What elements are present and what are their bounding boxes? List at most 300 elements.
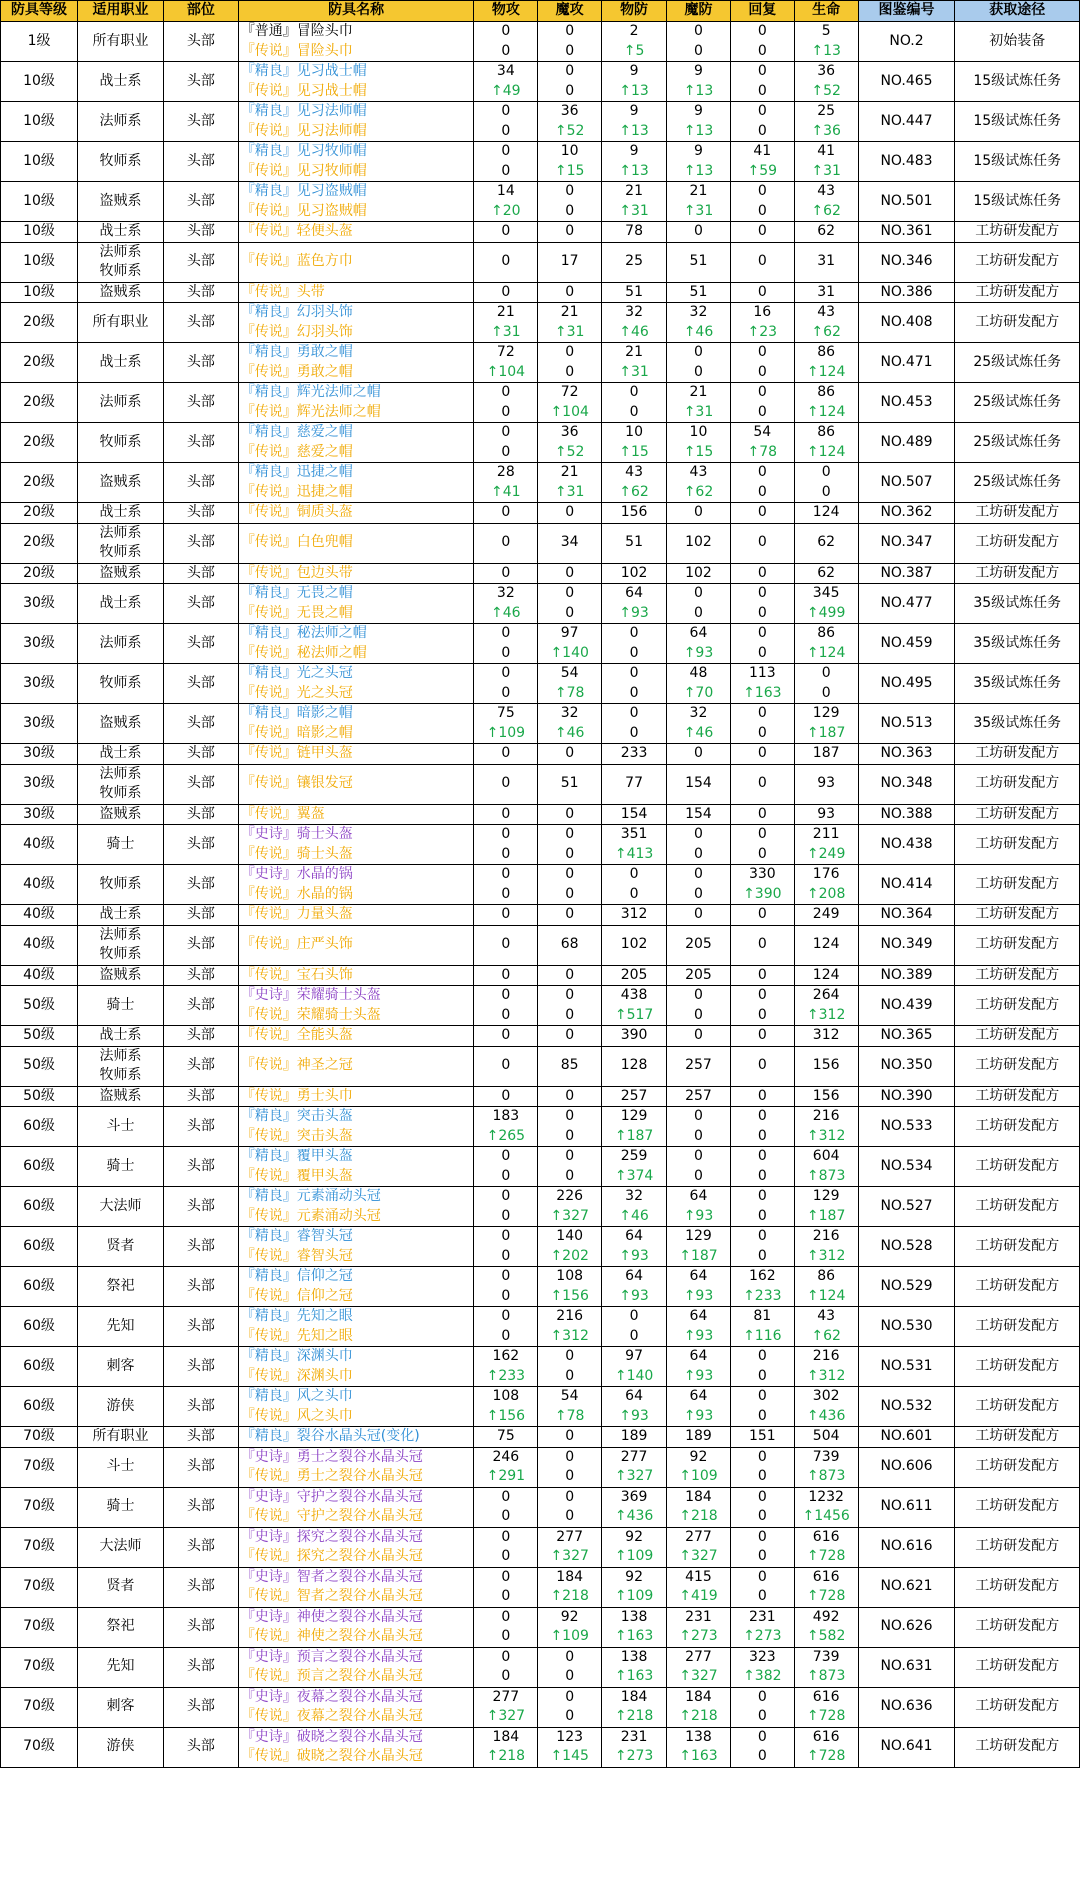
stat-value: ↑187 <box>806 724 846 741</box>
stat-value: ↑208 <box>806 885 846 902</box>
stat-value: 0 <box>694 826 703 842</box>
cell-regen <box>730 825 794 865</box>
stat-value: 0 <box>565 183 575 199</box>
job-line: 所有职业 <box>92 1428 149 1444</box>
stat-value: 10 <box>625 424 643 440</box>
stat-value: ↑124 <box>806 644 846 661</box>
stat-value: 0 <box>501 162 511 179</box>
stat-value: 0 <box>694 866 703 882</box>
stat-value: 0 <box>757 775 767 792</box>
cell-patk <box>474 62 538 102</box>
stat-value: 64 <box>689 1268 708 1284</box>
stat-value: ↑419 <box>679 1588 718 1604</box>
cell-level: 20级 <box>1 503 78 524</box>
stat-value: 0 <box>757 1748 767 1764</box>
stat-value: ↑163 <box>614 1668 654 1684</box>
stat-value: ↑728 <box>806 1548 846 1564</box>
stat-value: 92 <box>560 1608 579 1625</box>
cell-patk <box>474 664 538 704</box>
cell-pdef <box>602 1046 667 1086</box>
cell-source: 35级试炼任务 <box>955 624 1080 664</box>
cell-regen <box>730 1607 794 1647</box>
stat-value: 390 <box>620 1027 648 1043</box>
item-name-leg: 『传说』勇士头巾 <box>240 1087 353 1104</box>
cell-job <box>78 1647 164 1687</box>
stat-value: 184 <box>685 1688 712 1705</box>
stat-value: 176 <box>812 866 840 882</box>
cell-job <box>78 1267 164 1307</box>
stat-value: 0 <box>757 724 767 741</box>
stat-value: 216 <box>812 1228 840 1244</box>
stat-value: ↑163 <box>614 1628 654 1644</box>
stat-value: ↑62 <box>683 483 714 500</box>
stat-value: ↑187 <box>679 1247 718 1264</box>
header-hp: 生命 <box>794 1 858 22</box>
cell-codex-no: NO.349 <box>858 925 955 965</box>
cell-hp <box>794 1227 858 1267</box>
stat-value: ↑140 <box>614 1367 654 1384</box>
stat-value: ↑93 <box>619 1247 649 1264</box>
stat-value: 0 <box>501 1268 511 1284</box>
stat-value: 43 <box>625 464 643 480</box>
stat-value: 0 <box>565 1006 575 1023</box>
stat-value: 0 <box>501 805 511 822</box>
stat-value: 0 <box>565 1027 575 1043</box>
item-name-leg: 『传说』勇士之裂谷水晶头冠 <box>240 1468 423 1484</box>
cell-mdef <box>667 1727 731 1767</box>
stat-value: ↑31 <box>554 483 585 500</box>
stat-value: 345 <box>812 585 840 601</box>
stat-value: 36 <box>817 63 836 79</box>
stat-value: 162 <box>748 1268 776 1284</box>
stat-value: 0 <box>757 1348 767 1364</box>
stat-value: 189 <box>620 1428 648 1444</box>
cell-matk <box>538 282 602 303</box>
cell-source: 工坊研发配方 <box>955 1607 1080 1647</box>
cell-item-name <box>238 664 474 704</box>
cell-job <box>78 1687 164 1727</box>
job-line: 盗贼系 <box>99 1087 142 1104</box>
item-name-good: 『精良』信仰之冠 <box>240 1268 353 1284</box>
cell-mdef <box>667 1187 731 1227</box>
cell-job <box>78 905 164 926</box>
cell-hp <box>794 704 858 744</box>
stat-value: 0 <box>757 1247 767 1264</box>
cell-source: 工坊研发配方 <box>955 1727 1080 1767</box>
stat-value: ↑93 <box>619 604 649 621</box>
stat-value: 0 <box>501 103 511 119</box>
stat-value: 21 <box>560 464 579 480</box>
stat-value: 0 <box>565 1348 575 1364</box>
item-name-leg: 『传说』慈爱之帽 <box>240 443 353 460</box>
stat-value: 86 <box>817 344 836 360</box>
job-line: 骑士 <box>106 1157 135 1174</box>
cell-patk <box>474 986 538 1026</box>
cell-slot: 头部 <box>163 242 238 282</box>
stat-value: ↑46 <box>619 323 649 340</box>
stat-value: 0 <box>629 866 639 882</box>
cell-source: 工坊研发配方 <box>955 523 1080 563</box>
job-line: 贤者 <box>106 1237 135 1254</box>
cell-job <box>78 804 164 825</box>
stat-value: 0 <box>694 504 703 520</box>
item-name-leg: 『传说』神使之裂谷水晶头冠 <box>240 1628 423 1644</box>
cell-level: 60级 <box>1 1147 78 1187</box>
cell-job <box>78 242 164 282</box>
cell-source: 25级试炼任务 <box>955 383 1080 423</box>
stat-value: 0 <box>821 464 831 480</box>
cell-item-name <box>238 1487 474 1527</box>
stat-value: ↑93 <box>683 644 714 661</box>
stat-value: 0 <box>757 564 767 581</box>
cell-job <box>78 1147 164 1187</box>
cell-job <box>78 1347 164 1387</box>
cell-level: 30级 <box>1 664 78 704</box>
cell-slot: 头部 <box>163 222 238 243</box>
cell-mdef <box>667 804 731 825</box>
cell-level: 60级 <box>1 1107 78 1147</box>
cell-pdef <box>602 744 667 765</box>
cell-hp <box>794 282 858 303</box>
stat-value: 616 <box>812 1568 840 1585</box>
cell-slot: 头部 <box>163 343 238 383</box>
stat-value: 438 <box>620 987 648 1003</box>
table-row <box>1 182 1080 222</box>
item-name-leg: 『传说』铜质头盔 <box>240 504 353 520</box>
cell-level: 50级 <box>1 986 78 1026</box>
stat-value: 277 <box>685 1528 712 1545</box>
stat-value: 0 <box>565 1448 575 1465</box>
stat-value: ↑249 <box>806 845 846 862</box>
header-name: 防具名称 <box>238 1 474 22</box>
cell-codex-no: NO.388 <box>858 804 955 825</box>
item-name-good: 『精良』秘法师之帽 <box>240 625 367 641</box>
table-row <box>1 905 1080 926</box>
stat-value: 0 <box>501 1648 511 1665</box>
stat-value: 0 <box>501 1608 511 1625</box>
job-line: 法师系 <box>99 634 142 651</box>
stat-value: ↑499 <box>806 604 846 621</box>
stat-value: 156 <box>812 1087 840 1104</box>
cell-level: 70级 <box>1 1607 78 1647</box>
cell-level: 10级 <box>1 102 78 142</box>
cell-hp <box>794 1687 858 1727</box>
stat-value: 1232 <box>808 1488 844 1505</box>
stat-value: ↑52 <box>811 82 841 99</box>
cell-matk <box>538 242 602 282</box>
item-name-leg: 『传说』链甲头盔 <box>240 745 353 761</box>
cell-mdef <box>667 1387 731 1427</box>
cell-item-name <box>238 1427 474 1448</box>
stat-value: 0 <box>694 906 703 922</box>
job-line: 法师系 <box>99 524 142 541</box>
cell-job <box>78 825 164 865</box>
cell-matk <box>538 865 602 905</box>
cell-item-name <box>238 1647 474 1687</box>
cell-matk <box>538 1567 602 1607</box>
cell-hp <box>794 624 858 664</box>
cell-source: 工坊研发配方 <box>955 764 1080 804</box>
stat-value: 0 <box>565 202 575 219</box>
cell-slot: 头部 <box>163 1107 238 1147</box>
table-row <box>1 1267 1080 1307</box>
stat-value: 0 <box>757 966 767 983</box>
cell-matk <box>538 1727 602 1767</box>
table-row <box>1 303 1080 343</box>
item-name-leg: 『传说』信仰之冠 <box>240 1287 353 1304</box>
stat-value: 0 <box>565 604 575 621</box>
cell-matk <box>538 22 602 62</box>
item-name-good: 『精良』元素涌动头冠 <box>240 1188 381 1204</box>
job-line: 战士系 <box>99 594 142 611</box>
stat-value: 0 <box>757 585 767 601</box>
cell-level: 70级 <box>1 1427 78 1448</box>
stat-value: 0 <box>565 1648 575 1665</box>
cell-job <box>78 1427 164 1448</box>
stat-value: 0 <box>757 504 767 520</box>
item-name-leg: 『传说』见习法师帽 <box>240 122 367 139</box>
stat-value: 64 <box>689 1388 708 1404</box>
stat-value: 124 <box>812 966 840 983</box>
stat-value: 277 <box>492 1688 520 1705</box>
cell-item-name <box>238 1147 474 1187</box>
cell-codex-no: NO.2 <box>858 22 955 62</box>
cell-regen <box>730 1447 794 1487</box>
stat-value: ↑13 <box>683 162 714 179</box>
cell-hp <box>794 804 858 825</box>
stat-value: 231 <box>748 1608 776 1625</box>
item-name-epic: 『史诗』骑士头盔 <box>240 826 353 842</box>
stat-value: 0 <box>501 564 511 581</box>
cell-job <box>78 584 164 624</box>
cell-codex-no: NO.438 <box>858 825 955 865</box>
cell-item-name <box>238 1527 474 1567</box>
stat-value: ↑1456 <box>802 1508 850 1524</box>
cell-patk <box>474 1607 538 1647</box>
cell-level: 60级 <box>1 1307 78 1347</box>
item-name-good: 『精良』深渊头巾 <box>240 1348 353 1364</box>
job-line: 盗贼系 <box>99 805 142 822</box>
cell-pdef <box>602 1026 667 1047</box>
cell-regen <box>730 704 794 744</box>
cell-hp <box>794 1427 858 1448</box>
stat-value: ↑62 <box>811 323 841 340</box>
cell-codex-no: NO.389 <box>858 965 955 986</box>
job-line: 骑士 <box>106 835 135 852</box>
stat-value: 0 <box>501 1488 511 1505</box>
stat-value: ↑36 <box>811 122 841 139</box>
cell-regen <box>730 1387 794 1427</box>
stat-value: 0 <box>757 223 767 239</box>
stat-value: 21 <box>496 304 515 320</box>
stat-value: 31 <box>817 253 836 270</box>
cell-pdef <box>602 1307 667 1347</box>
item-name-leg: 『传说』覆甲头盔 <box>240 1167 353 1184</box>
cell-item-name <box>238 1607 474 1647</box>
stat-value: 51 <box>625 283 643 300</box>
stat-value: 64 <box>625 1388 643 1404</box>
cell-job <box>78 1187 164 1227</box>
job-line: 牧师系 <box>99 433 142 450</box>
cell-slot: 头部 <box>163 1427 238 1448</box>
cell-slot: 头部 <box>163 62 238 102</box>
cell-regen <box>730 1727 794 1767</box>
cell-item-name <box>238 1687 474 1727</box>
cell-pdef <box>602 463 667 503</box>
stat-value: ↑124 <box>806 403 846 420</box>
stat-value: 102 <box>685 564 712 581</box>
stat-value: ↑93 <box>683 1327 714 1344</box>
stat-value: 330 <box>748 866 776 882</box>
stat-value: 0 <box>565 885 575 902</box>
cell-hp <box>794 1187 858 1227</box>
cell-hp <box>794 423 858 463</box>
stat-value: 68 <box>560 936 579 953</box>
cell-patk <box>474 1227 538 1267</box>
cell-slot: 头部 <box>163 1727 238 1767</box>
cell-hp <box>794 925 858 965</box>
cell-level: 40级 <box>1 825 78 865</box>
cell-matk <box>538 1647 602 1687</box>
cell-hp <box>794 1487 858 1527</box>
cell-item-name <box>238 1107 474 1147</box>
stat-value: 257 <box>620 1087 648 1104</box>
table-row <box>1 925 1080 965</box>
cell-hp <box>794 102 858 142</box>
stat-value: 0 <box>757 625 767 641</box>
cell-item-name <box>238 503 474 524</box>
cell-level: 60级 <box>1 1187 78 1227</box>
stat-value: ↑233 <box>743 1287 782 1304</box>
cell-mdef <box>667 62 731 102</box>
stat-value: ↑15 <box>619 443 649 460</box>
stat-value: 0 <box>501 1188 511 1204</box>
stat-value: 0 <box>565 906 575 922</box>
stat-value: ↑218 <box>486 1748 526 1764</box>
stat-value: ↑156 <box>486 1407 526 1424</box>
cell-item-name <box>238 142 474 182</box>
item-name-leg: 『传说』翼盔 <box>240 805 325 822</box>
stat-value: 9 <box>629 103 639 119</box>
stat-value: 0 <box>757 1488 767 1505</box>
stat-value: ↑109 <box>614 1588 654 1604</box>
table-row <box>1 1307 1080 1347</box>
cell-mdef <box>667 986 731 1026</box>
item-name-good: 『精良』勇敢之帽 <box>240 344 353 360</box>
cell-pdef <box>602 1147 667 1187</box>
cell-mdef <box>667 584 731 624</box>
stat-value: 312 <box>812 1027 840 1043</box>
stat-value: 17 <box>560 253 579 270</box>
cell-patk <box>474 1447 538 1487</box>
stat-value: 0 <box>565 1127 575 1144</box>
stat-value: 0 <box>565 363 575 380</box>
cell-slot: 头部 <box>163 1607 238 1647</box>
item-name-leg: 『传说』全能头盔 <box>240 1027 353 1043</box>
cell-slot: 头部 <box>163 1527 238 1567</box>
cell-level: 40级 <box>1 925 78 965</box>
stat-value: ↑46 <box>491 604 521 621</box>
cell-regen <box>730 804 794 825</box>
stat-value: ↑202 <box>550 1247 589 1264</box>
cell-codex-no: NO.641 <box>858 1727 955 1767</box>
cell-matk <box>538 503 602 524</box>
item-name-leg: 『传说』镶银发冠 <box>240 775 353 792</box>
stat-value: ↑116 <box>743 1327 782 1344</box>
job-line: 战士系 <box>99 504 142 520</box>
stat-value: 0 <box>757 483 767 500</box>
cell-patk <box>474 584 538 624</box>
cell-item-name <box>238 965 474 986</box>
stat-value: 154 <box>620 805 648 822</box>
stat-value: 0 <box>565 23 575 39</box>
stat-value: ↑327 <box>486 1708 526 1724</box>
item-name-epic: 『史诗』勇士之裂谷水晶头冠 <box>240 1448 423 1465</box>
cell-source: 工坊研发配方 <box>955 1147 1080 1187</box>
cell-job <box>78 1447 164 1487</box>
header-slot: 部位 <box>163 1 238 22</box>
stat-value: 0 <box>629 684 639 701</box>
stat-value: 0 <box>694 1148 703 1164</box>
stat-value: 0 <box>757 122 767 139</box>
item-name-leg: 『传说』先知之眼 <box>240 1327 353 1344</box>
stat-value: 0 <box>565 1468 575 1484</box>
stat-value: ↑327 <box>679 1668 718 1684</box>
stat-value: ↑59 <box>747 162 778 179</box>
cell-slot: 头部 <box>163 925 238 965</box>
cell-hp <box>794 1347 858 1387</box>
cell-hp <box>794 905 858 926</box>
cell-codex-no: NO.513 <box>858 704 955 744</box>
stat-value: 0 <box>501 665 511 681</box>
stat-value: ↑23 <box>747 323 778 340</box>
cell-mdef <box>667 1427 731 1448</box>
stat-value: 64 <box>625 585 643 601</box>
stat-value: 231 <box>620 1728 648 1745</box>
job-line: 大法师 <box>99 1197 142 1214</box>
cell-hp <box>794 1447 858 1487</box>
stat-value: 0 <box>694 885 703 902</box>
item-name-leg: 『传说』无畏之帽 <box>240 604 353 621</box>
cell-pdef <box>602 1267 667 1307</box>
stat-value: ↑93 <box>683 1407 714 1424</box>
cell-matk <box>538 1227 602 1267</box>
cell-regen <box>730 563 794 584</box>
item-name-good: 『精良』光之头冠 <box>240 665 353 681</box>
stat-value: ↑390 <box>743 885 782 902</box>
stat-value: ↑62 <box>811 1327 841 1344</box>
stat-value: 0 <box>629 384 639 400</box>
item-name-leg: 『传说』庄严头饰 <box>240 936 353 953</box>
stat-value: 0 <box>757 63 767 79</box>
cell-item-name <box>238 423 474 463</box>
job-line: 牧师系 <box>99 674 142 691</box>
cell-patk <box>474 624 538 664</box>
table-row <box>1 423 1080 463</box>
cell-pdef <box>602 142 667 182</box>
cell-mdef <box>667 1107 731 1147</box>
stat-value: ↑873 <box>806 1668 846 1684</box>
cell-item-name <box>238 242 474 282</box>
stat-value: 21 <box>689 384 708 400</box>
stat-value: 257 <box>685 1087 712 1104</box>
stat-value: 21 <box>560 304 579 320</box>
cell-job <box>78 463 164 503</box>
stat-value: 205 <box>685 966 712 983</box>
cell-codex-no: NO.414 <box>858 865 955 905</box>
cell-item-name <box>238 986 474 1026</box>
cell-codex-no: NO.483 <box>858 142 955 182</box>
